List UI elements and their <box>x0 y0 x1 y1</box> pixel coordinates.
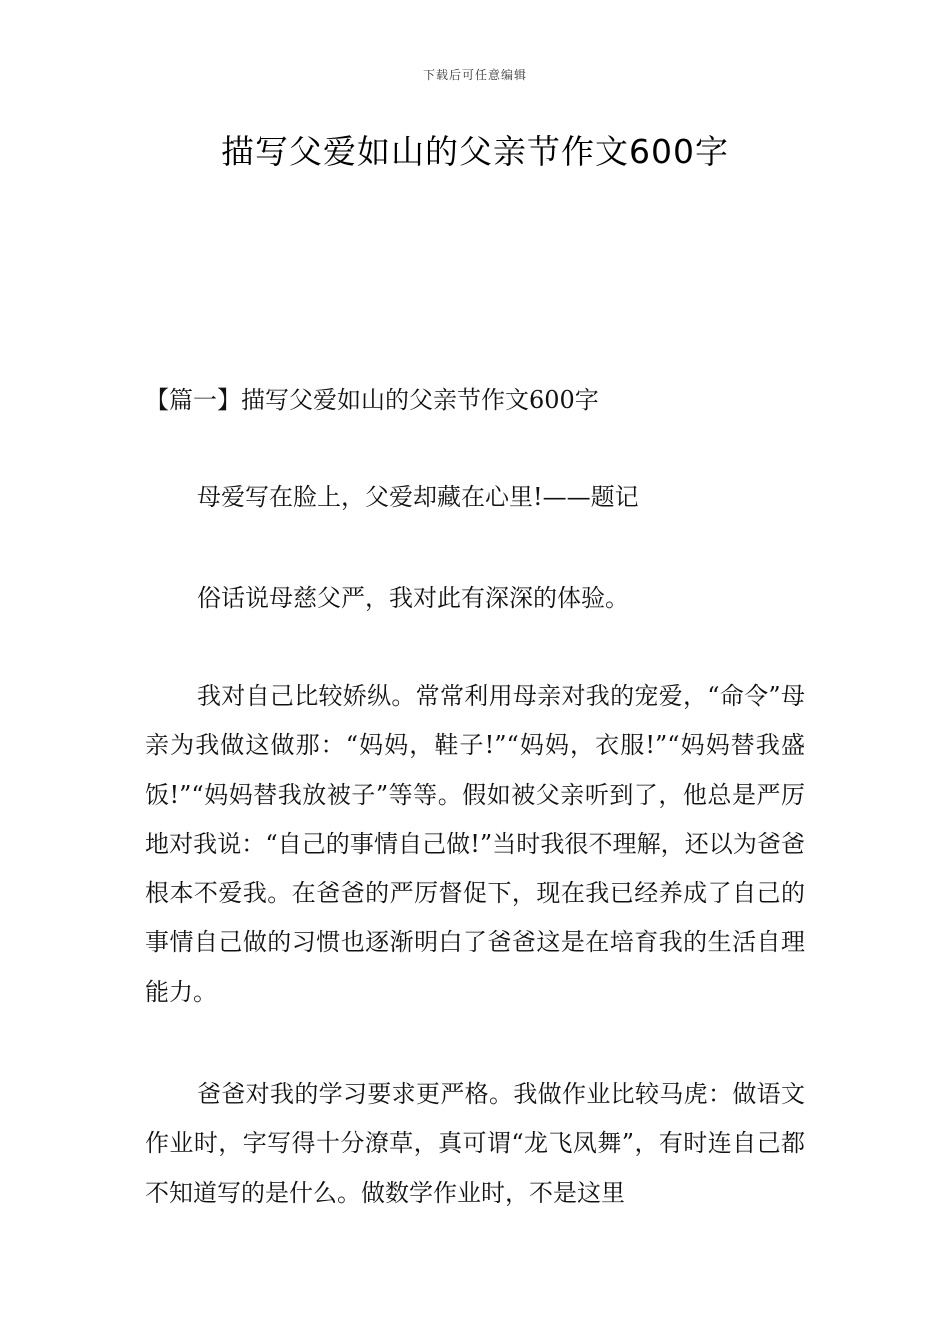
document-title: 描写父爱如山的父亲节作文600字 <box>221 132 729 171</box>
header-note: 下载后可任意编辑 <box>422 68 527 82</box>
paragraph-self-reliance: 我对自己比较娇纵。常常利用母亲对我的宠爱，“命令”母亲为我做这做那：“妈妈，鞋子!”“妈妈，衣服!”“妈妈替我盛饭!”“妈妈替我放被子”等等。假如被父亲听到了，他总是严厉地对我说：“自己的事情自己做!”当时我很不理解，还以为爸爸根本不爱我。在爸爸的严厉督促下，现在我已经养成了自己的事情自己做的习惯也逐渐明白了爸爸这是在培育我的生活自理能力。 <box>145 682 805 1006</box>
section-heading: 【篇一】描写父爱如山的父亲节作文600字 <box>145 386 599 414</box>
paragraph-epigraph: 母爱写在脸上，父爱却藏在心里!——题记 <box>197 483 639 511</box>
paragraph-intro: 俗话说母慈父严，我对此有深深的体验。 <box>197 584 629 612</box>
paragraph-study: 爸爸对我的学习要求更严格。我做作业比较马虎：做语文作业时，字写得十分潦草，真可谓“龙飞凤舞”，有时连自己都不知道写的是什么。做数学作业时，不是这里 <box>145 1080 805 1207</box>
